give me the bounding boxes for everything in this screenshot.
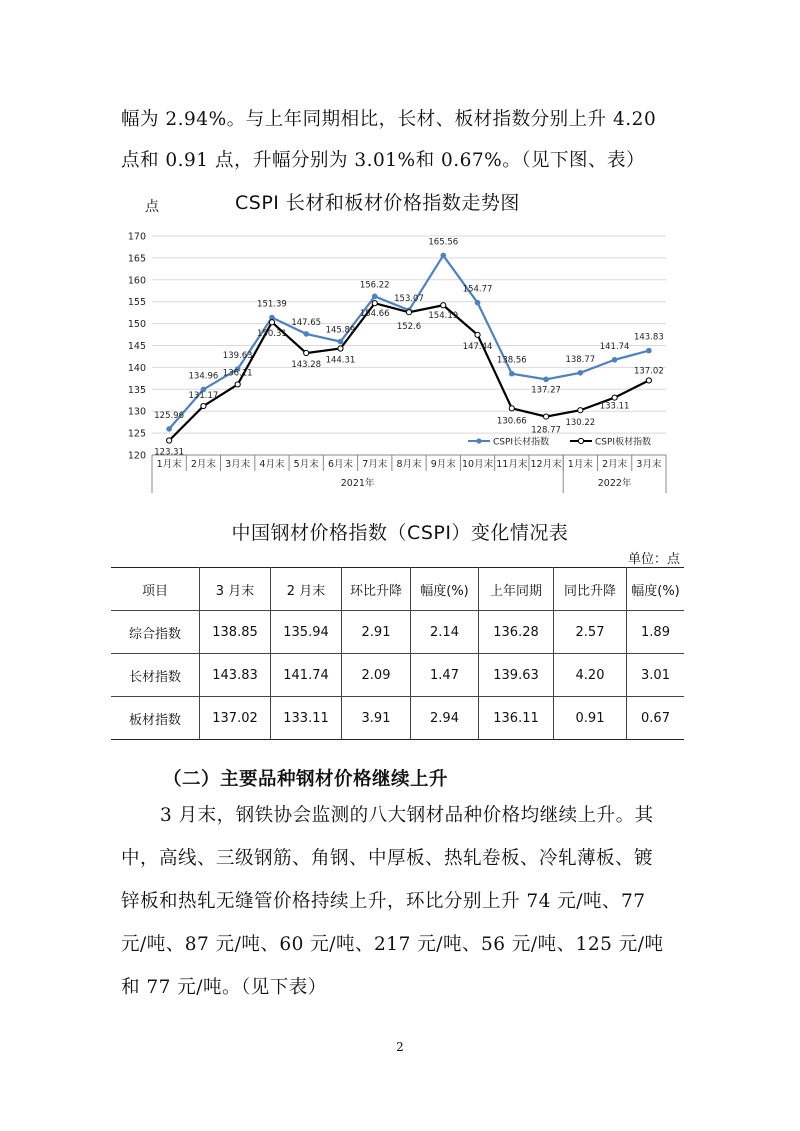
- series-line: [169, 255, 649, 428]
- data-point: [543, 377, 549, 383]
- chart-heading: [121, 188, 681, 214]
- table-unit-label: 单位：点: [627, 552, 680, 567]
- data-label: 152.6: [396, 322, 422, 333]
- data-label: 133.11: [599, 401, 630, 412]
- data-label: 156.22: [359, 280, 390, 291]
- x-tick-label: 7月末: [362, 459, 388, 470]
- data-point: [303, 331, 309, 337]
- x-tick-label: 10月末: [461, 459, 494, 470]
- intro-line-1: 幅为 2.94%。与上年同期相比，长材、板材指数分别上升 4.20: [121, 109, 657, 130]
- legend-marker: [578, 438, 583, 443]
- table-cell: 143.83: [200, 654, 271, 697]
- y-tick-label: 165: [127, 253, 146, 265]
- data-label: 138.56: [496, 355, 527, 366]
- table-cell: 2.94: [411, 697, 479, 740]
- data-label: 143.83: [633, 332, 664, 343]
- row-label: 板材指数: [111, 697, 200, 740]
- body-line-2: 中，高线、三级钢筋、角钢、中厚板、热轧卷板、冷轧薄板、镀: [121, 848, 654, 869]
- y-tick-label: 125: [127, 428, 146, 440]
- data-label: 147.44: [462, 341, 493, 352]
- header-cell: 幅度(%): [411, 568, 479, 611]
- data-label: 136.11: [222, 368, 253, 379]
- data-label: 153.07: [394, 294, 424, 305]
- table-cell: 3.01: [627, 654, 685, 697]
- x-tick-label: 4月末: [259, 459, 285, 470]
- data-label: 154.66: [359, 309, 390, 320]
- data-label: 138.77: [565, 354, 596, 365]
- data-label: 123.31: [154, 447, 185, 458]
- table-cell: 2.57: [554, 611, 627, 654]
- y-tick-label: 150: [127, 319, 146, 331]
- x-tick-label: 3月末: [225, 459, 251, 470]
- data-point: [475, 300, 481, 306]
- table-cell: 139.63: [479, 654, 554, 697]
- data-point: [167, 438, 172, 443]
- x-tick-label: 1月末: [567, 459, 593, 470]
- section-heading: （二）主要品种钢材价格继续上升: [163, 769, 449, 790]
- table-cell: 3.91: [342, 697, 411, 740]
- row-label: 长材指数: [111, 654, 200, 697]
- data-label: 137.02: [633, 366, 664, 377]
- table-cell: 136.11: [479, 697, 554, 740]
- data-label: 125.96: [154, 410, 185, 421]
- data-point: [166, 426, 172, 432]
- body-line-3: 锌板和热轧无缝管价格持续上升，环比分别上升 74 元/吨、77: [121, 891, 646, 912]
- data-point: [578, 408, 583, 413]
- data-point: [509, 406, 514, 411]
- table-cell: 0.91: [554, 697, 627, 740]
- table-cell: 138.85: [200, 611, 271, 654]
- y-tick-label: 135: [127, 384, 146, 396]
- table-cell: 1.47: [411, 654, 479, 697]
- header-cell: 幅度(%): [627, 568, 685, 611]
- header-cell: 上年同期: [479, 568, 554, 611]
- data-label: 128.77: [531, 425, 561, 436]
- data-label: 165.56: [428, 237, 459, 248]
- page-number: 2: [396, 1040, 404, 1054]
- table-row: [111, 697, 684, 740]
- row-label: 综合指数: [111, 611, 200, 654]
- data-label: 139.63: [222, 351, 253, 362]
- data-point: [201, 403, 206, 408]
- table-cell: 2.14: [411, 611, 479, 654]
- data-point: [338, 346, 343, 351]
- table-cell: 2.91: [342, 611, 411, 654]
- data-label: 130.22: [565, 418, 596, 429]
- x-tick-label: 8月末: [396, 459, 422, 470]
- data-point: [578, 370, 584, 376]
- price-index-table: [111, 567, 684, 740]
- data-label: 147.65: [291, 317, 322, 328]
- x-tick-label: 11月末: [496, 459, 528, 470]
- x-tick-label: 3月末: [636, 459, 662, 470]
- data-point: [440, 253, 446, 259]
- x-tick-label: 1月末: [156, 459, 182, 470]
- table-cell: 2.09: [342, 654, 411, 697]
- data-label: 137.27: [531, 385, 561, 396]
- data-point: [372, 301, 377, 306]
- table-cell: 135.94: [271, 611, 342, 654]
- x-tick-label: 2月末: [602, 459, 628, 470]
- body-line-1: 3 月末，钢铁协会监测的八大钢材品种价格均继续上升。其: [160, 805, 654, 826]
- data-point: [475, 332, 480, 337]
- data-point: [338, 339, 344, 345]
- chart-unit-label: 点: [145, 199, 159, 215]
- data-point: [543, 414, 548, 419]
- y-tick-label: 140: [127, 362, 146, 374]
- table-cell: 133.11: [271, 697, 342, 740]
- table-title: 中国钢材价格指数（CSPI）变化情况表: [231, 522, 569, 544]
- data-label: 154.77: [462, 284, 493, 295]
- y-tick-label: 155: [127, 297, 146, 309]
- data-point: [304, 350, 309, 355]
- data-point: [612, 357, 618, 363]
- data-label: 151.39: [257, 299, 287, 310]
- y-tick-label: 170: [127, 231, 146, 243]
- data-point: [235, 382, 240, 387]
- x-tick-label: 12月末: [530, 459, 562, 470]
- header-cell: 同比升降: [554, 568, 627, 611]
- data-label: 143.28: [291, 360, 322, 371]
- header-cell: 3 月末: [200, 568, 271, 611]
- table-row: [111, 654, 684, 697]
- data-label: 134.96: [188, 371, 219, 382]
- header-cell: 项目: [141, 583, 168, 599]
- price-index-line-chart: [120, 222, 670, 497]
- data-point: [646, 378, 651, 383]
- header-cell: 环比升降: [342, 568, 411, 611]
- table-header-row: [111, 568, 684, 611]
- data-point: [441, 303, 446, 308]
- data-label: 141.74: [599, 341, 630, 352]
- table-cell: 136.28: [479, 611, 554, 654]
- year-label: 2021年: [340, 478, 375, 489]
- chart-title: CSPI 长材和板材价格指数走势图: [235, 192, 520, 214]
- table-row: [111, 611, 684, 654]
- x-tick-label: 6月末: [327, 459, 353, 470]
- data-point: [372, 294, 378, 300]
- y-tick-label: 120: [127, 450, 146, 462]
- data-point: [269, 320, 274, 325]
- x-tick-label: 9月末: [430, 459, 456, 470]
- table-cell: 137.02: [200, 697, 271, 740]
- table-cell: 141.74: [271, 654, 342, 697]
- body-line-4: 元/吨、87 元/吨、60 元/吨、217 元/吨、56 元/吨、125 元/吨: [121, 934, 664, 955]
- year-label: 2022年: [597, 478, 632, 489]
- data-label: 154.19: [428, 311, 459, 322]
- data-label: 150.31: [257, 329, 287, 340]
- data-label: 130.66: [496, 416, 527, 427]
- x-tick-label: 5月末: [293, 459, 319, 470]
- y-tick-label: 160: [127, 275, 146, 287]
- y-tick-label: 130: [127, 406, 146, 418]
- x-tick-label: 2月末: [190, 459, 216, 470]
- data-point: [406, 310, 411, 315]
- data-point: [646, 348, 652, 354]
- body-line-5: 和 77 元/吨。（见下表）: [121, 977, 327, 998]
- y-tick-label: 145: [127, 341, 146, 352]
- data-point: [612, 395, 617, 400]
- table-cell: 4.20: [554, 654, 627, 697]
- data-label: 131.17: [188, 391, 219, 402]
- table-cell: 0.67: [627, 697, 685, 740]
- data-point: [509, 371, 515, 377]
- table-cell: 1.89: [627, 611, 685, 654]
- header-cell: 2 月末: [271, 568, 342, 611]
- legend-marker: [476, 438, 481, 443]
- data-label: 145.89: [325, 325, 356, 336]
- intro-line-2: 点和 0.91 点，升幅分别为 3.01%和 0.67%。（见下图、表）: [121, 150, 646, 171]
- legend-label: CSPI板材指数: [595, 437, 652, 448]
- data-label: 144.31: [325, 355, 356, 366]
- legend-label: CSPI长材指数: [493, 437, 550, 448]
